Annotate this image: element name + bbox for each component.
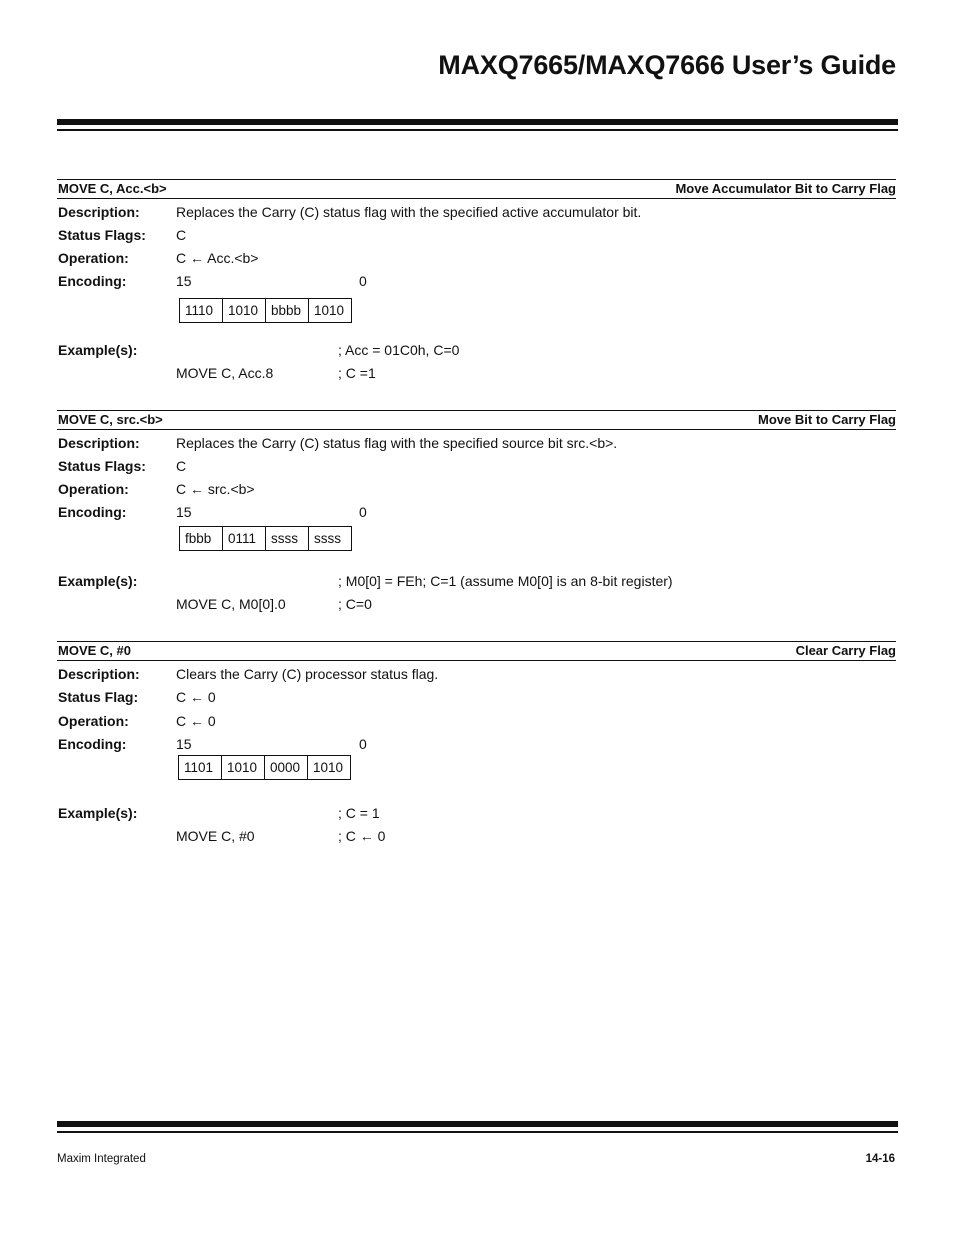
description-row	[57, 204, 896, 222]
status-flags-label: Status Flags:	[58, 227, 146, 243]
example-code: MOVE C, #0	[176, 828, 255, 844]
examples-label: Example(s):	[58, 342, 138, 358]
header-rule-thick	[57, 119, 898, 125]
encoding-nibble: 0111	[223, 527, 266, 551]
section-header	[57, 179, 896, 199]
description-label: Description:	[58, 666, 140, 682]
status-flags-value: C	[176, 227, 187, 243]
operation-label: Operation:	[58, 713, 129, 729]
document-title: MAXQ7665/MAXQ7666 User’s Guide	[438, 50, 896, 80]
example-code: MOVE C, M0[0].0	[176, 596, 286, 612]
status-flags-row	[57, 458, 896, 476]
examples-label: Example(s):	[58, 573, 138, 589]
operation-row	[57, 250, 896, 268]
description-text: Replaces the Carry (C) status flag with the specified source bit src.<b>.	[176, 435, 618, 451]
operation-row	[57, 713, 896, 731]
instruction-mnemonic: MOVE C, src.<b>	[58, 412, 163, 427]
status-flags-label: Status Flags:	[58, 458, 146, 474]
operation-row	[57, 481, 896, 499]
example-line	[57, 342, 896, 360]
bit-low-number: 0	[359, 273, 367, 289]
description-label: Description:	[58, 204, 140, 220]
description-row	[57, 435, 896, 453]
operation-label: Operation:	[58, 481, 129, 497]
encoding-table	[179, 298, 352, 323]
example-line	[57, 805, 896, 823]
footer-rule-thin	[57, 1131, 898, 1133]
operation-value: C ← src.<b>	[176, 481, 255, 497]
encoding-nibble: ssss	[266, 527, 309, 551]
encoding-table	[179, 526, 352, 551]
footer-company: Maxim Integrated	[57, 1153, 146, 1165]
encoding-label: Encoding:	[58, 736, 127, 752]
example-line	[57, 596, 896, 614]
encoding-nibble: ssss	[309, 527, 352, 551]
instruction-mnemonic: MOVE C, Acc.<b>	[58, 181, 167, 196]
status-flag-value: C ← 0	[176, 689, 216, 705]
operation-value: C ← Acc.<b>	[176, 250, 259, 266]
encoding-nibble: 1010	[309, 299, 352, 323]
description-text: Clears the Carry (C) processor status flag.	[176, 666, 439, 682]
example-comment: ; C = 1	[338, 805, 380, 821]
instruction-mnemonic: MOVE C, #0	[58, 643, 131, 658]
encoding-row	[57, 273, 896, 291]
status-flag-label: Status Flag:	[58, 689, 139, 705]
status-flag-row	[57, 689, 896, 707]
encoding-row	[57, 504, 896, 522]
status-flags-value: C	[176, 458, 187, 474]
encoding-label: Encoding:	[58, 273, 127, 289]
description-label: Description:	[58, 435, 140, 451]
example-comment: ; C =1	[338, 365, 376, 381]
instruction-title: Move Bit to Carry Flag	[758, 412, 896, 427]
bit-low-number: 0	[359, 504, 367, 520]
description-text: Replaces the Carry (C) status flag with the specified active accumulator bit.	[176, 204, 642, 220]
encoding-table	[178, 755, 351, 780]
example-line	[57, 828, 896, 846]
header-rule-thin	[57, 129, 898, 131]
example-comment: ; C ← 0	[338, 828, 386, 844]
encoding-nibble: bbbb	[266, 299, 309, 323]
section-header	[57, 641, 896, 661]
operation-label: Operation:	[58, 250, 129, 266]
example-line	[57, 573, 896, 591]
encoding-label: Encoding:	[58, 504, 127, 520]
page-number: 14-16	[865, 1153, 895, 1165]
description-row	[57, 666, 896, 684]
bit-high-number: 15	[176, 736, 192, 752]
operation-value: C ← 0	[176, 713, 216, 729]
bit-high-number: 15	[176, 504, 192, 520]
bit-low-number: 0	[359, 736, 367, 752]
encoding-nibble: 1010	[308, 756, 351, 780]
example-comment: ; M0[0] = FEh; C=1 (assume M0[0] is an 8-bit register)	[338, 573, 673, 589]
encoding-nibble: 0000	[265, 756, 308, 780]
encoding-nibble: 1110	[180, 299, 223, 323]
section-header	[57, 410, 896, 430]
encoding-nibble: 1010	[222, 756, 265, 780]
example-comment: ; Acc = 01C0h, C=0	[338, 342, 460, 358]
example-comment: ; C=0	[338, 596, 372, 612]
example-line	[57, 365, 896, 383]
instruction-title: Clear Carry Flag	[795, 643, 896, 658]
status-flags-row	[57, 227, 896, 245]
encoding-nibble: 1101	[179, 756, 222, 780]
footer-rule-thick	[57, 1121, 898, 1127]
encoding-nibble: fbbb	[180, 527, 223, 551]
examples-label: Example(s):	[58, 805, 138, 821]
encoding-nibble: 1010	[223, 299, 266, 323]
bit-high-number: 15	[176, 273, 192, 289]
encoding-row	[57, 736, 896, 754]
example-code: MOVE C, Acc.8	[176, 365, 274, 381]
instruction-title: Move Accumulator Bit to Carry Flag	[675, 181, 896, 196]
